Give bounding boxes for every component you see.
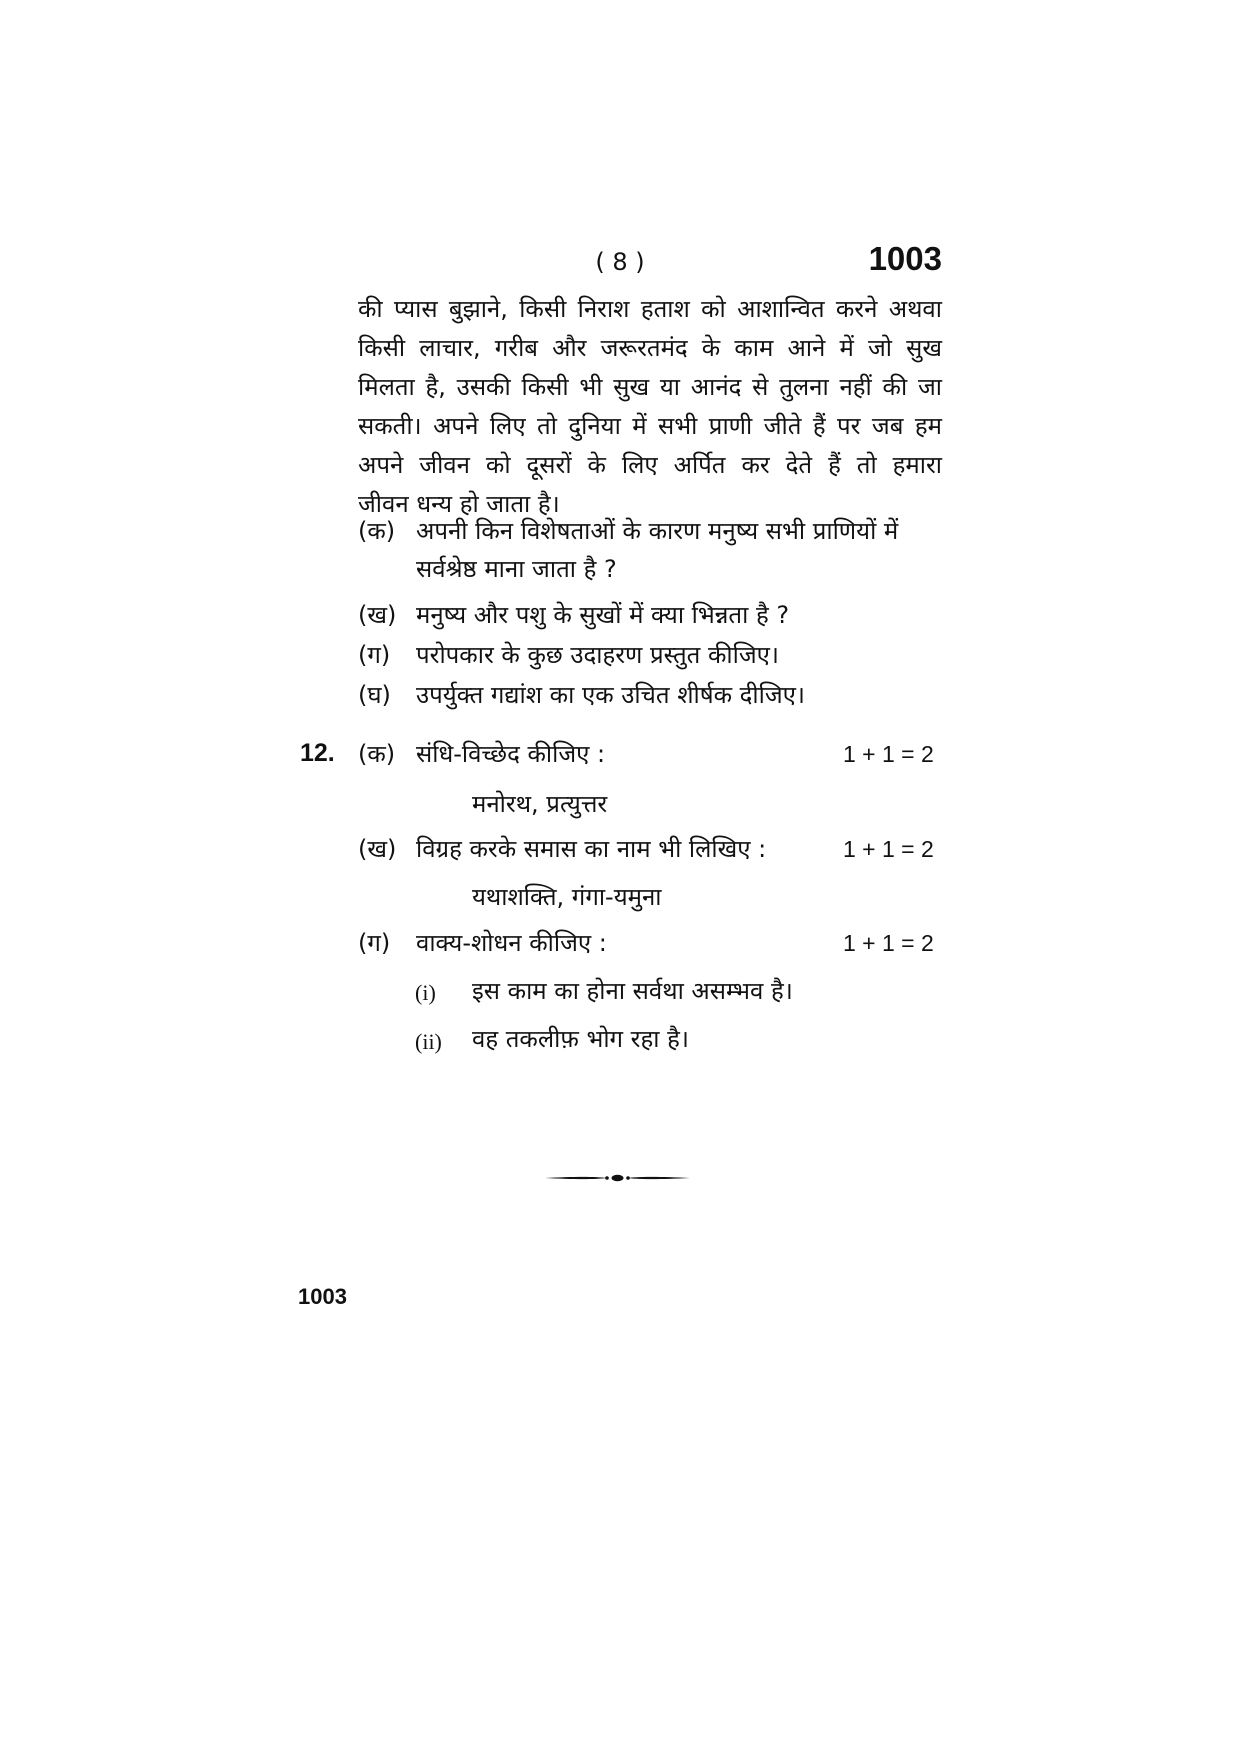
q12-answer-words: यथाशक्ति, गंगा-यमुना [472, 883, 662, 911]
paper-code-bottom: 1003 [298, 1284, 347, 1309]
sentence-to-correct: वह तकलीफ़ भोग रहा है। [472, 1025, 689, 1053]
marks: 1 + 1 = 2 [843, 930, 934, 956]
question-text: सर्वश्रेष्ठ माना जाता है ? [416, 555, 617, 583]
question-text: परोपकार के कुछ उदाहरण प्रस्तुत कीजिए। [416, 641, 780, 669]
q12-answer-words: मनोरथ, प्रत्युत्तर [472, 790, 608, 818]
question-instruction: संधि-विच्छेद कीजिए : [416, 740, 606, 768]
question-label: (ख) [358, 835, 397, 863]
roman-label: (ii) [415, 1029, 442, 1054]
roman-label: (i) [415, 980, 436, 1005]
sentence-to-correct: इस काम का होना सर्वथा असम्भव है। [472, 977, 793, 1005]
passage-line: मिलता है, उसकी किसी भी सुख या आनंद से तुलना नहीं की जा [358, 373, 942, 401]
question-number: 12. [300, 739, 335, 767]
question-text: उपर्युक्त गद्यांश का एक उचित शीर्षक दीजिए। [416, 681, 806, 709]
question-label: (ख) [358, 601, 397, 629]
question-label: (ग) [358, 641, 391, 669]
passage-line: की प्यास बुझाने, किसी निराश हताश को आशान्वित करने अथवा [358, 295, 942, 323]
passage-line: किसी लाचार, गरीब और जरूरतमंद के काम आने में जो सुख [358, 334, 942, 362]
question-label: (क) [358, 740, 396, 768]
passage-line: अपने जीवन को दूसरों के लिए अर्पित कर देते हैं तो हमारा [358, 451, 942, 479]
marks: 1 + 1 = 2 [843, 741, 934, 767]
question-instruction: वाक्य-शोधन कीजिए : [416, 929, 607, 957]
paper-code-top: 1003 [868, 240, 942, 277]
question-label: (घ) [358, 681, 391, 709]
marks: 1 + 1 = 2 [843, 836, 934, 862]
passage-line: सकती। अपने लिए तो दुनिया में सभी प्राणी जीते हैं पर जब हम [358, 412, 942, 440]
page-number: ( 8 ) [595, 248, 645, 276]
question-label: (ग) [358, 929, 391, 957]
question-text: मनुष्य और पशु के सुखों में क्या भिन्नता है ? [416, 601, 790, 629]
end-ornament-icon [545, 1172, 690, 1184]
question-text: अपनी किन विशेषताओं के कारण मनुष्य सभी प्राणियों में [416, 517, 899, 545]
passage-line: जीवन धन्य हो जाता है। [358, 490, 560, 518]
passage [358, 290, 942, 524]
question-label: (क) [358, 517, 396, 545]
question-instruction: विग्रह करके समास का नाम भी लिखिए : [416, 835, 767, 863]
